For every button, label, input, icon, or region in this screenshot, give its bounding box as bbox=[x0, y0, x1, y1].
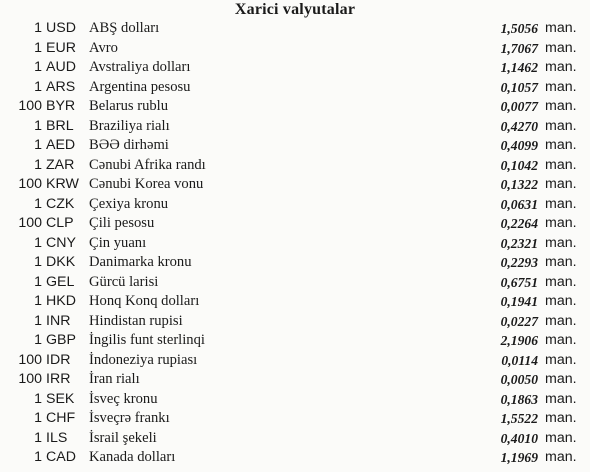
currency-code: USD bbox=[46, 20, 76, 36]
currency-code: GBP bbox=[46, 332, 76, 348]
currency-rates-list bbox=[0, 19, 590, 468]
currency-name: Çili pesosu bbox=[89, 215, 155, 231]
unit-quantity: 1 bbox=[34, 234, 42, 251]
currency-code: EUR bbox=[46, 39, 76, 56]
currency-code: KRW bbox=[46, 176, 79, 192]
currency-name: Argentina pesosu bbox=[89, 78, 191, 95]
currency-unit-label: man. bbox=[545, 59, 577, 75]
currency-code: DKK bbox=[46, 254, 76, 270]
unit-quantity: 1 bbox=[34, 254, 42, 270]
unit-quantity: 1 bbox=[34, 59, 42, 75]
currency-row bbox=[0, 58, 590, 78]
currency-row bbox=[0, 370, 590, 390]
unit-quantity: 1 bbox=[34, 312, 42, 329]
currency-unit-label: man. bbox=[545, 351, 577, 368]
unit-quantity: 1 bbox=[34, 78, 42, 95]
currency-unit-label: man. bbox=[545, 176, 577, 192]
currency-row bbox=[0, 448, 590, 468]
currency-row bbox=[0, 136, 590, 156]
currency-code: ZAR bbox=[46, 156, 75, 173]
currency-row bbox=[0, 253, 590, 273]
currency-name: Braziliya rialı bbox=[89, 117, 170, 134]
currency-name: İsveç kronu bbox=[89, 390, 158, 407]
currency-row bbox=[0, 351, 590, 371]
currency-row bbox=[0, 175, 590, 195]
currency-row bbox=[0, 19, 590, 39]
unit-quantity: 100 bbox=[18, 98, 42, 114]
currency-name: İran rialı bbox=[89, 371, 140, 387]
currency-unit-label: man. bbox=[545, 332, 577, 348]
currency-code: ARS bbox=[46, 78, 76, 95]
unit-quantity: 1 bbox=[34, 429, 42, 446]
currency-name: Gürcü larisi bbox=[89, 273, 159, 290]
currency-unit-label: man. bbox=[545, 273, 577, 290]
currency-code: CZK bbox=[46, 195, 75, 212]
unit-quantity: 1 bbox=[34, 39, 42, 56]
currency-name: Çexiya kronu bbox=[89, 195, 169, 212]
currency-unit-label: man. bbox=[545, 39, 577, 56]
unit-quantity: 100 bbox=[18, 215, 42, 231]
unit-quantity: 1 bbox=[34, 137, 42, 153]
exchange-rate: 0,0631 bbox=[500, 196, 538, 212]
currency-name: İndoneziya rupiası bbox=[89, 351, 198, 368]
exchange-rate: 0,4010 bbox=[500, 430, 538, 446]
currency-name: Cənubi Korea vonu bbox=[89, 176, 204, 192]
currency-code: ILS bbox=[46, 429, 68, 446]
exchange-rate: 0,4099 bbox=[500, 138, 538, 153]
currency-name: Avro bbox=[89, 39, 118, 56]
exchange-rate: 0,6751 bbox=[500, 274, 538, 290]
currency-unit-label: man. bbox=[545, 410, 577, 426]
currency-row bbox=[0, 117, 590, 137]
currency-unit-label: man. bbox=[545, 156, 577, 173]
currency-unit-label: man. bbox=[545, 20, 577, 36]
currency-unit-label: man. bbox=[545, 117, 577, 134]
currency-name: BƏƏ dirhəmi bbox=[89, 137, 169, 153]
currency-row bbox=[0, 409, 590, 429]
currency-code: INR bbox=[46, 312, 71, 329]
exchange-rate: 2,1906 bbox=[500, 333, 538, 348]
currency-code: IRR bbox=[46, 371, 71, 387]
currency-name: İsrail şekeli bbox=[89, 429, 157, 446]
unit-quantity: 1 bbox=[34, 332, 42, 348]
exchange-rate: 0,0114 bbox=[501, 352, 538, 368]
unit-quantity: 1 bbox=[34, 195, 42, 212]
currency-row bbox=[0, 234, 590, 254]
currency-unit-label: man. bbox=[545, 98, 577, 114]
exchange-rate: 0,0077 bbox=[500, 99, 538, 114]
currency-code: CAD bbox=[46, 449, 76, 465]
currency-row bbox=[0, 273, 590, 293]
exchange-rate: 1,1969 bbox=[500, 450, 538, 465]
unit-quantity: 100 bbox=[18, 176, 42, 192]
currency-code: BRL bbox=[46, 117, 74, 134]
currency-row bbox=[0, 97, 590, 117]
currency-code: BYR bbox=[46, 98, 76, 114]
currency-code: HKD bbox=[46, 293, 76, 309]
currency-row bbox=[0, 331, 590, 351]
currency-name: İsveçrə frankı bbox=[89, 410, 170, 426]
currency-unit-label: man. bbox=[545, 254, 577, 270]
currency-name: İngilis funt sterlinqi bbox=[89, 332, 205, 348]
unit-quantity: 1 bbox=[34, 20, 42, 36]
currency-name: ABŞ dolları bbox=[89, 20, 160, 36]
exchange-rate: 0,1057 bbox=[500, 79, 538, 95]
currency-name: Cənubi Afrika randı bbox=[89, 156, 206, 173]
currency-row bbox=[0, 214, 590, 234]
currency-row bbox=[0, 78, 590, 98]
exchange-rate: 0,1042 bbox=[500, 157, 538, 173]
exchange-rate: 1,5056 bbox=[500, 21, 538, 36]
currency-unit-label: man. bbox=[545, 390, 577, 407]
exchange-rate: 1,7067 bbox=[500, 40, 538, 56]
unit-quantity: 1 bbox=[34, 449, 42, 465]
currency-code: IDR bbox=[46, 351, 71, 368]
currency-row bbox=[0, 195, 590, 215]
exchange-rate: 0,1941 bbox=[500, 294, 538, 309]
exchange-rate: 0,1322 bbox=[500, 177, 538, 192]
exchange-rate: 0,2293 bbox=[500, 255, 538, 270]
unit-quantity: 100 bbox=[18, 351, 42, 368]
currency-name: Hindistan rupisi bbox=[89, 312, 183, 329]
currency-name: Danimarka kronu bbox=[89, 254, 192, 270]
currency-unit-label: man. bbox=[545, 312, 577, 329]
unit-quantity: 1 bbox=[34, 273, 42, 290]
currency-unit-label: man. bbox=[545, 293, 577, 309]
currency-code: CHF bbox=[46, 410, 76, 426]
exchange-rate: 0,2321 bbox=[500, 235, 538, 251]
currency-unit-label: man. bbox=[545, 195, 577, 212]
exchange-rate: 0,0050 bbox=[500, 372, 538, 387]
currency-unit-label: man. bbox=[545, 429, 577, 446]
currency-row bbox=[0, 39, 590, 59]
currency-row bbox=[0, 292, 590, 312]
exchange-rate: 1,5522 bbox=[500, 411, 538, 426]
currency-unit-label: man. bbox=[545, 215, 577, 231]
exchange-rate: 0,2264 bbox=[500, 216, 538, 231]
unit-quantity: 1 bbox=[34, 390, 42, 407]
currency-code: AED bbox=[46, 137, 76, 153]
currency-row bbox=[0, 429, 590, 449]
currency-row bbox=[0, 156, 590, 176]
currency-unit-label: man. bbox=[545, 234, 577, 251]
currency-name: Belarus rublu bbox=[89, 98, 169, 114]
currency-unit-label: man. bbox=[545, 137, 577, 153]
currency-code: AUD bbox=[46, 59, 76, 75]
currency-name: Çin yuanı bbox=[89, 234, 147, 251]
currency-row bbox=[0, 312, 590, 332]
currency-code: CNY bbox=[46, 234, 76, 251]
unit-quantity: 1 bbox=[34, 156, 42, 173]
currency-unit-label: man. bbox=[545, 371, 577, 387]
currency-name: Avstraliya dolları bbox=[89, 59, 191, 75]
unit-quantity: 1 bbox=[34, 410, 42, 426]
currency-code: SEK bbox=[46, 390, 75, 407]
currency-unit-label: man. bbox=[545, 78, 577, 95]
currency-row bbox=[0, 390, 590, 410]
exchange-rate: 0,0227 bbox=[500, 313, 538, 329]
unit-quantity: 1 bbox=[34, 117, 42, 134]
exchange-rate: 0,1863 bbox=[500, 391, 538, 407]
unit-quantity: 1 bbox=[34, 293, 42, 309]
currency-name: Honq Konq dolları bbox=[89, 293, 200, 309]
currency-code: CLP bbox=[46, 215, 74, 231]
exchange-rate: 0,4270 bbox=[500, 118, 538, 134]
unit-quantity: 100 bbox=[18, 371, 42, 387]
currency-unit-label: man. bbox=[545, 449, 577, 465]
exchange-rate: 1,1462 bbox=[500, 60, 538, 75]
page-title: Xarici valyutalar bbox=[234, 1, 356, 18]
currency-code: GEL bbox=[46, 273, 75, 290]
currency-name: Kanada dolları bbox=[89, 449, 176, 465]
